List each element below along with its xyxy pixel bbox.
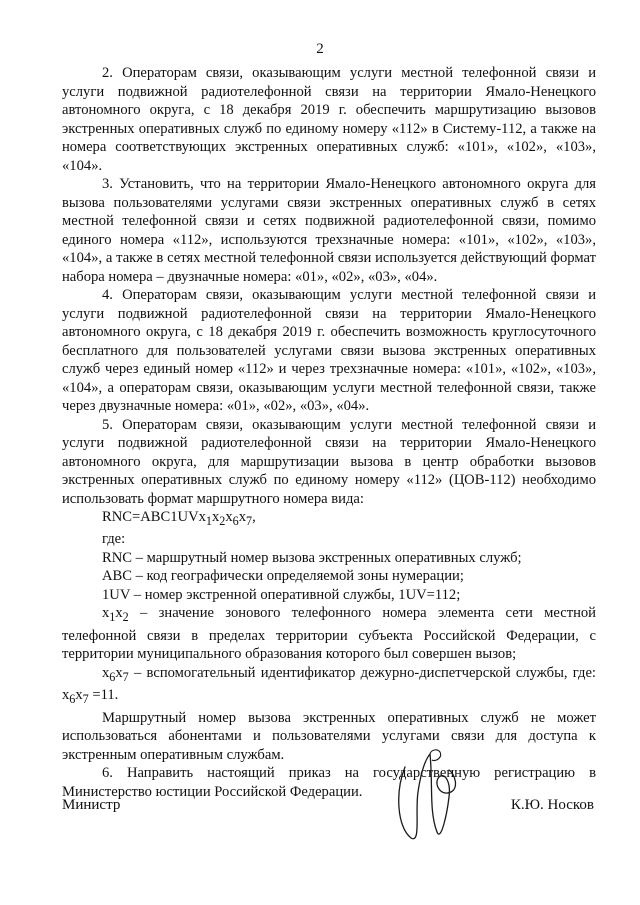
- paragraph-4: 4. Операторам связи, оказывающим услуги местной телефонной связи и услуги подвижной радиотелефонной связи на территории Ямало-Ненецкого автономного округа, с 18 декабря 2019 г. обеспечить возможность круглосуточного бесплатного для пользователей услугами связи вызова экстренных оперативных служб через единый номер «112» и через трехзначные номера: «101», «102», «103», «104», а операторам связи, оказывающим услуги местной телефонной связи, также через двузначные номера: «01», «02», «03», «04».: [62, 287, 596, 414]
- paragraph-3: 3. Установить, что на территории Ямало-Ненецкого автономного округа для вызова пользователями услугами связи экстренных оперативных служб в сетях местной телефонной связи и сетях подвижной радиотелефонной связи, помимо единого номера «112», используются трехзначные номера: «101», «102», «103», «104», а также в сетях местной телефонной связи используется действующий формат набора номера – двузначные номера: «01», «02», «03», «04».: [62, 176, 596, 285]
- handwritten-signature: [385, 742, 475, 852]
- document-body: [62, 64, 596, 801]
- definition-rnc: RNC – маршрутный номер вызова экстренных оперативных служб;: [102, 549, 522, 566]
- where-label: где:: [102, 531, 126, 548]
- definition-x6x7: $x_6x_7$ – вспомогательный идентификатор дежурно-диспетчерской службы, где: $x_6x_7 =11$.: [62, 664, 596, 707]
- definition-1uv: 1UV – номер экстренной оперативной службы, 1UV=112;: [102, 586, 461, 603]
- definition-x1x2: $x_1x_2$ – значение зонового телефонного номера элемента сети местной телефонной связи в пределах территории субъекта Российской Федерации, с территории муниципального образования которого был совершен вызов;: [62, 605, 596, 663]
- paragraph-6: 6. Направить настоящий приказ на государственную регистрацию в Министерство юстиции Российской Федерации.: [62, 765, 596, 800]
- definition-abc: ABC – код географически определяемой зоны нумерации;: [102, 568, 464, 585]
- paragraph-2: 2. Операторам связи, оказывающим услуги местной телефонной связи и услуги подвижной радиотелефонной связи на территории Ямало-Ненецкого автономного округа, с 18 декабря 2019 г. обеспечить маршрутизацию вызовов экстренных оперативных служб по единому номеру «112» в Систему-112, а также на номера соответствующих экстренных оперативных служб: «101», «102», «103», «104».: [62, 65, 596, 174]
- page-number: 2: [316, 41, 324, 57]
- paragraph-5: 5. Операторам связи, оказывающим услуги местной телефонной связи и услуги подвижной радиотелефонной связи на территории Ямало-Ненецкого автономного округа, для маршрутизации вызова в центр обработки вызовов экстренных оперативных служб по единому номеру «112» (ЦОВ-112) необходимо использовать формат маршрутного номера вида:: [62, 416, 596, 507]
- closing-note: Маршрутный номер вызова экстренных оперативных служб не может использоваться абонентами и пользователями услугами связи для доступа к экстренным оперативным службам.: [62, 709, 596, 763]
- routing-number-formula: $RNC=ABC1UVx_1x_2x_6x_7$,: [102, 509, 256, 528]
- signatory-title: Министр: [62, 797, 121, 813]
- signatory-name: К.Ю. Носков: [510, 797, 594, 813]
